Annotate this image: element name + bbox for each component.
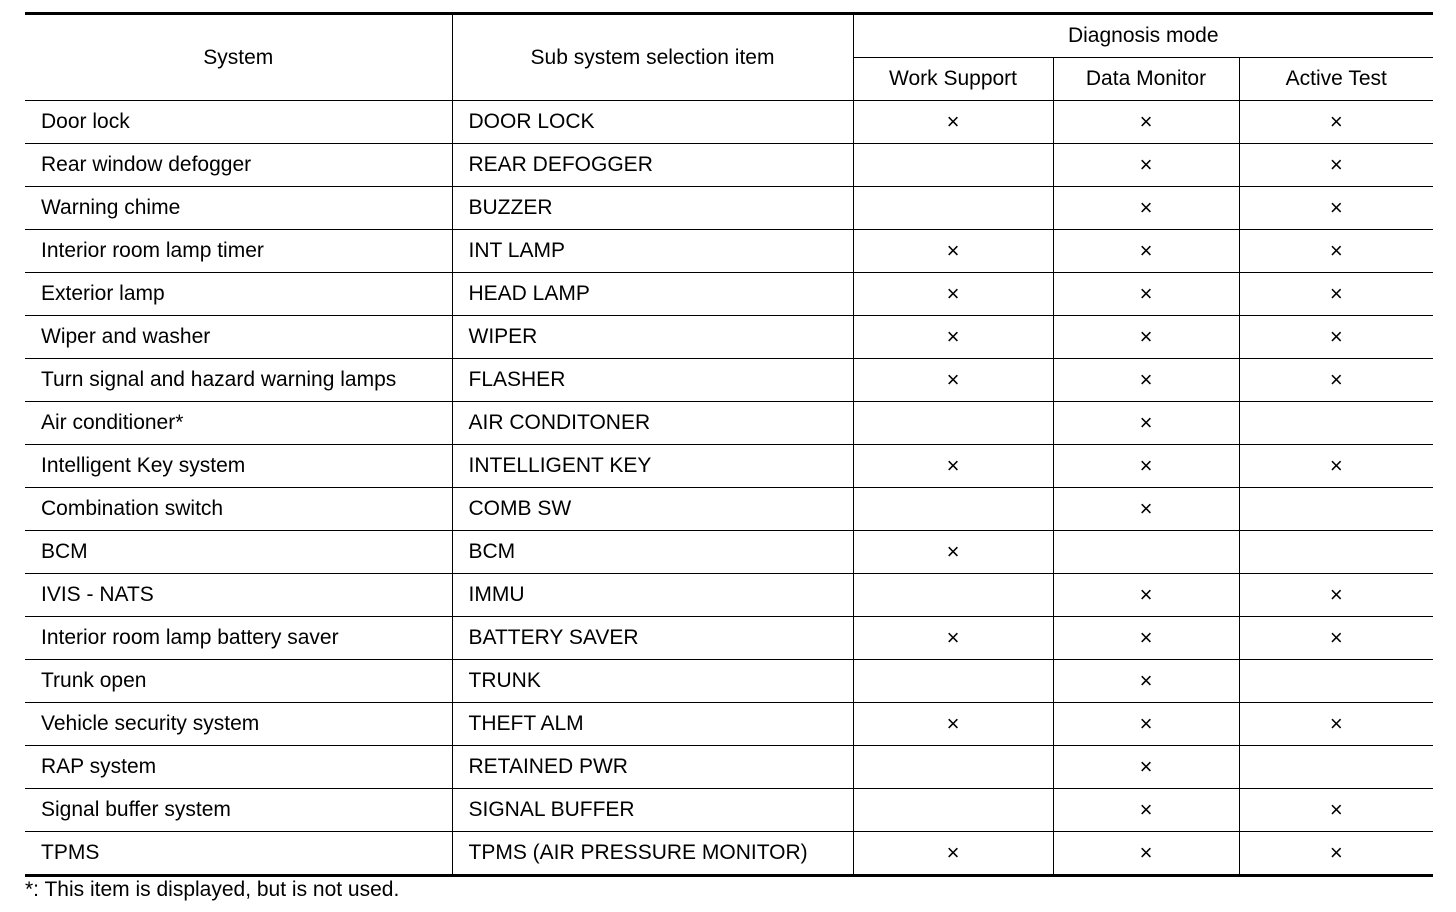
supported-mark: × — [1329, 281, 1343, 306]
work-support-cell — [853, 574, 1053, 617]
supported-mark: × — [1329, 109, 1343, 134]
work-support-cell — [853, 402, 1053, 445]
system-cell: Warning chime — [25, 187, 452, 230]
supported-mark: × — [1329, 840, 1343, 865]
table-row — [25, 230, 1433, 273]
work-support-cell — [853, 531, 1053, 574]
data-monitor-cell — [1053, 703, 1239, 746]
supported-mark: × — [1139, 668, 1153, 693]
table-row — [25, 359, 1433, 402]
supported-mark: × — [1139, 625, 1153, 650]
system-cell: RAP system — [25, 746, 452, 789]
diagnosis-mode-header: Diagnosis mode — [853, 14, 1433, 58]
data-monitor-cell — [1053, 488, 1239, 531]
sub-system-cell: THEFT ALM — [452, 703, 853, 746]
active-test-cell — [1239, 660, 1433, 703]
active-test-cell — [1239, 402, 1433, 445]
table-row — [25, 316, 1433, 359]
data-monitor-cell — [1053, 101, 1239, 144]
sub-system-cell: WIPER — [452, 316, 853, 359]
active-test-cell — [1239, 187, 1433, 230]
data-monitor-cell — [1053, 832, 1239, 876]
work-support-cell — [853, 273, 1053, 316]
supported-mark: × — [1139, 281, 1153, 306]
system-cell: Signal buffer system — [25, 789, 452, 832]
supported-mark: × — [946, 711, 960, 736]
active-test-cell — [1239, 832, 1433, 876]
table-body — [25, 101, 1433, 876]
data-monitor-cell — [1053, 617, 1239, 660]
active-test-cell — [1239, 617, 1433, 660]
supported-mark: × — [1329, 797, 1343, 822]
supported-mark: × — [946, 281, 960, 306]
data-monitor-cell — [1053, 660, 1239, 703]
supported-mark: × — [946, 840, 960, 865]
supported-mark: × — [1139, 797, 1153, 822]
supported-mark: × — [1329, 367, 1343, 392]
system-cell: TPMS — [25, 832, 452, 876]
sub-system-header: Sub system selection item — [452, 14, 853, 101]
sub-system-cell: INTELLIGENT KEY — [452, 445, 853, 488]
system-cell: Wiper and washer — [25, 316, 452, 359]
sub-system-cell: IMMU — [452, 574, 853, 617]
table-row — [25, 445, 1433, 488]
active-test-cell — [1239, 359, 1433, 402]
table-row — [25, 703, 1433, 746]
active-test-cell — [1239, 230, 1433, 273]
supported-mark: × — [946, 539, 960, 564]
sub-system-cell: REAR DEFOGGER — [452, 144, 853, 187]
supported-mark: × — [1139, 754, 1153, 779]
active-test-cell — [1239, 488, 1433, 531]
table-row — [25, 187, 1433, 230]
work-support-cell — [853, 101, 1053, 144]
table-row — [25, 574, 1433, 617]
supported-mark: × — [1329, 453, 1343, 478]
work-support-cell — [853, 445, 1053, 488]
supported-mark: × — [946, 453, 960, 478]
sub-system-cell: RETAINED PWR — [452, 746, 853, 789]
supported-mark: × — [1329, 711, 1343, 736]
system-cell: Combination switch — [25, 488, 452, 531]
supported-mark: × — [1329, 582, 1343, 607]
table-row — [25, 488, 1433, 531]
system-header: System — [25, 14, 452, 101]
table-row — [25, 746, 1433, 789]
system-cell: Exterior lamp — [25, 273, 452, 316]
work-support-cell — [853, 488, 1053, 531]
sub-system-cell: INT LAMP — [452, 230, 853, 273]
system-cell: Interior room lamp timer — [25, 230, 452, 273]
sub-system-cell: AIR CONDITONER — [452, 402, 853, 445]
data-monitor-cell — [1053, 359, 1239, 402]
system-cell: Trunk open — [25, 660, 452, 703]
sub-system-cell: TPMS (AIR PRESSURE MONITOR) — [452, 832, 853, 876]
sub-system-cell: SIGNAL BUFFER — [452, 789, 853, 832]
sub-system-cell: BUZZER — [452, 187, 853, 230]
supported-mark: × — [1139, 496, 1153, 521]
work-support-cell — [853, 617, 1053, 660]
active-test-cell — [1239, 445, 1433, 488]
supported-mark: × — [1329, 324, 1343, 349]
system-cell: Vehicle security system — [25, 703, 452, 746]
data-monitor-header: Data Monitor — [1053, 58, 1239, 101]
system-cell: Interior room lamp battery saver — [25, 617, 452, 660]
system-cell: Turn signal and hazard warning lamps — [25, 359, 452, 402]
supported-mark: × — [1139, 238, 1153, 263]
table-row — [25, 789, 1433, 832]
active-test-cell — [1239, 144, 1433, 187]
sub-system-cell: TRUNK — [452, 660, 853, 703]
work-support-cell — [853, 144, 1053, 187]
data-monitor-cell — [1053, 531, 1239, 574]
active-test-cell — [1239, 531, 1433, 574]
data-monitor-cell — [1053, 746, 1239, 789]
table-row — [25, 531, 1433, 574]
supported-mark: × — [1139, 324, 1153, 349]
work-support-cell — [853, 703, 1053, 746]
supported-mark: × — [1139, 152, 1153, 177]
supported-mark: × — [1139, 582, 1153, 607]
active-test-cell — [1239, 574, 1433, 617]
supported-mark: × — [1139, 195, 1153, 220]
data-monitor-cell — [1053, 445, 1239, 488]
diagnosis-table — [25, 12, 1433, 877]
data-monitor-cell — [1053, 789, 1239, 832]
sub-system-cell: BCM — [452, 531, 853, 574]
active-test-cell — [1239, 316, 1433, 359]
supported-mark: × — [1139, 840, 1153, 865]
data-monitor-cell — [1053, 144, 1239, 187]
data-monitor-cell — [1053, 574, 1239, 617]
table-row — [25, 660, 1433, 703]
supported-mark: × — [1139, 410, 1153, 435]
data-monitor-cell — [1053, 230, 1239, 273]
active-test-cell — [1239, 101, 1433, 144]
supported-mark: × — [1139, 109, 1153, 134]
supported-mark: × — [1329, 238, 1343, 263]
sub-system-cell: FLASHER — [452, 359, 853, 402]
active-test-header: Active Test — [1239, 58, 1433, 101]
work-support-cell — [853, 187, 1053, 230]
active-test-cell — [1239, 746, 1433, 789]
work-support-cell — [853, 789, 1053, 832]
work-support-header: Work Support — [853, 58, 1053, 101]
active-test-cell — [1239, 789, 1433, 832]
supported-mark: × — [1139, 453, 1153, 478]
data-monitor-cell — [1053, 273, 1239, 316]
active-test-cell — [1239, 273, 1433, 316]
work-support-cell — [853, 359, 1053, 402]
table-row — [25, 144, 1433, 187]
supported-mark: × — [946, 109, 960, 134]
system-cell: BCM — [25, 531, 452, 574]
work-support-cell — [853, 316, 1053, 359]
data-monitor-cell — [1053, 316, 1239, 359]
sub-system-cell: HEAD LAMP — [452, 273, 853, 316]
system-cell: IVIS - NATS — [25, 574, 452, 617]
footnote: *: This item is displayed, but is not used. — [25, 878, 400, 901]
table-row — [25, 617, 1433, 660]
active-test-cell — [1239, 703, 1433, 746]
sub-system-cell: BATTERY SAVER — [452, 617, 853, 660]
table-row — [25, 101, 1433, 144]
supported-mark: × — [1139, 711, 1153, 736]
data-monitor-cell — [1053, 187, 1239, 230]
supported-mark: × — [1139, 367, 1153, 392]
supported-mark: × — [1329, 195, 1343, 220]
work-support-cell — [853, 746, 1053, 789]
data-monitor-cell — [1053, 402, 1239, 445]
sub-system-cell: COMB SW — [452, 488, 853, 531]
system-cell: Air conditioner* — [25, 402, 452, 445]
supported-mark: × — [946, 625, 960, 650]
supported-mark: × — [946, 324, 960, 349]
table-row — [25, 402, 1433, 445]
supported-mark: × — [1329, 625, 1343, 650]
work-support-cell — [853, 660, 1053, 703]
supported-mark: × — [946, 238, 960, 263]
supported-mark: × — [946, 367, 960, 392]
system-cell: Rear window defogger — [25, 144, 452, 187]
work-support-cell — [853, 230, 1053, 273]
system-cell: Door lock — [25, 101, 452, 144]
system-cell: Intelligent Key system — [25, 445, 452, 488]
work-support-cell — [853, 832, 1053, 876]
sub-system-cell: DOOR LOCK — [452, 101, 853, 144]
table-row — [25, 273, 1433, 316]
table-row — [25, 832, 1433, 876]
supported-mark: × — [1329, 152, 1343, 177]
